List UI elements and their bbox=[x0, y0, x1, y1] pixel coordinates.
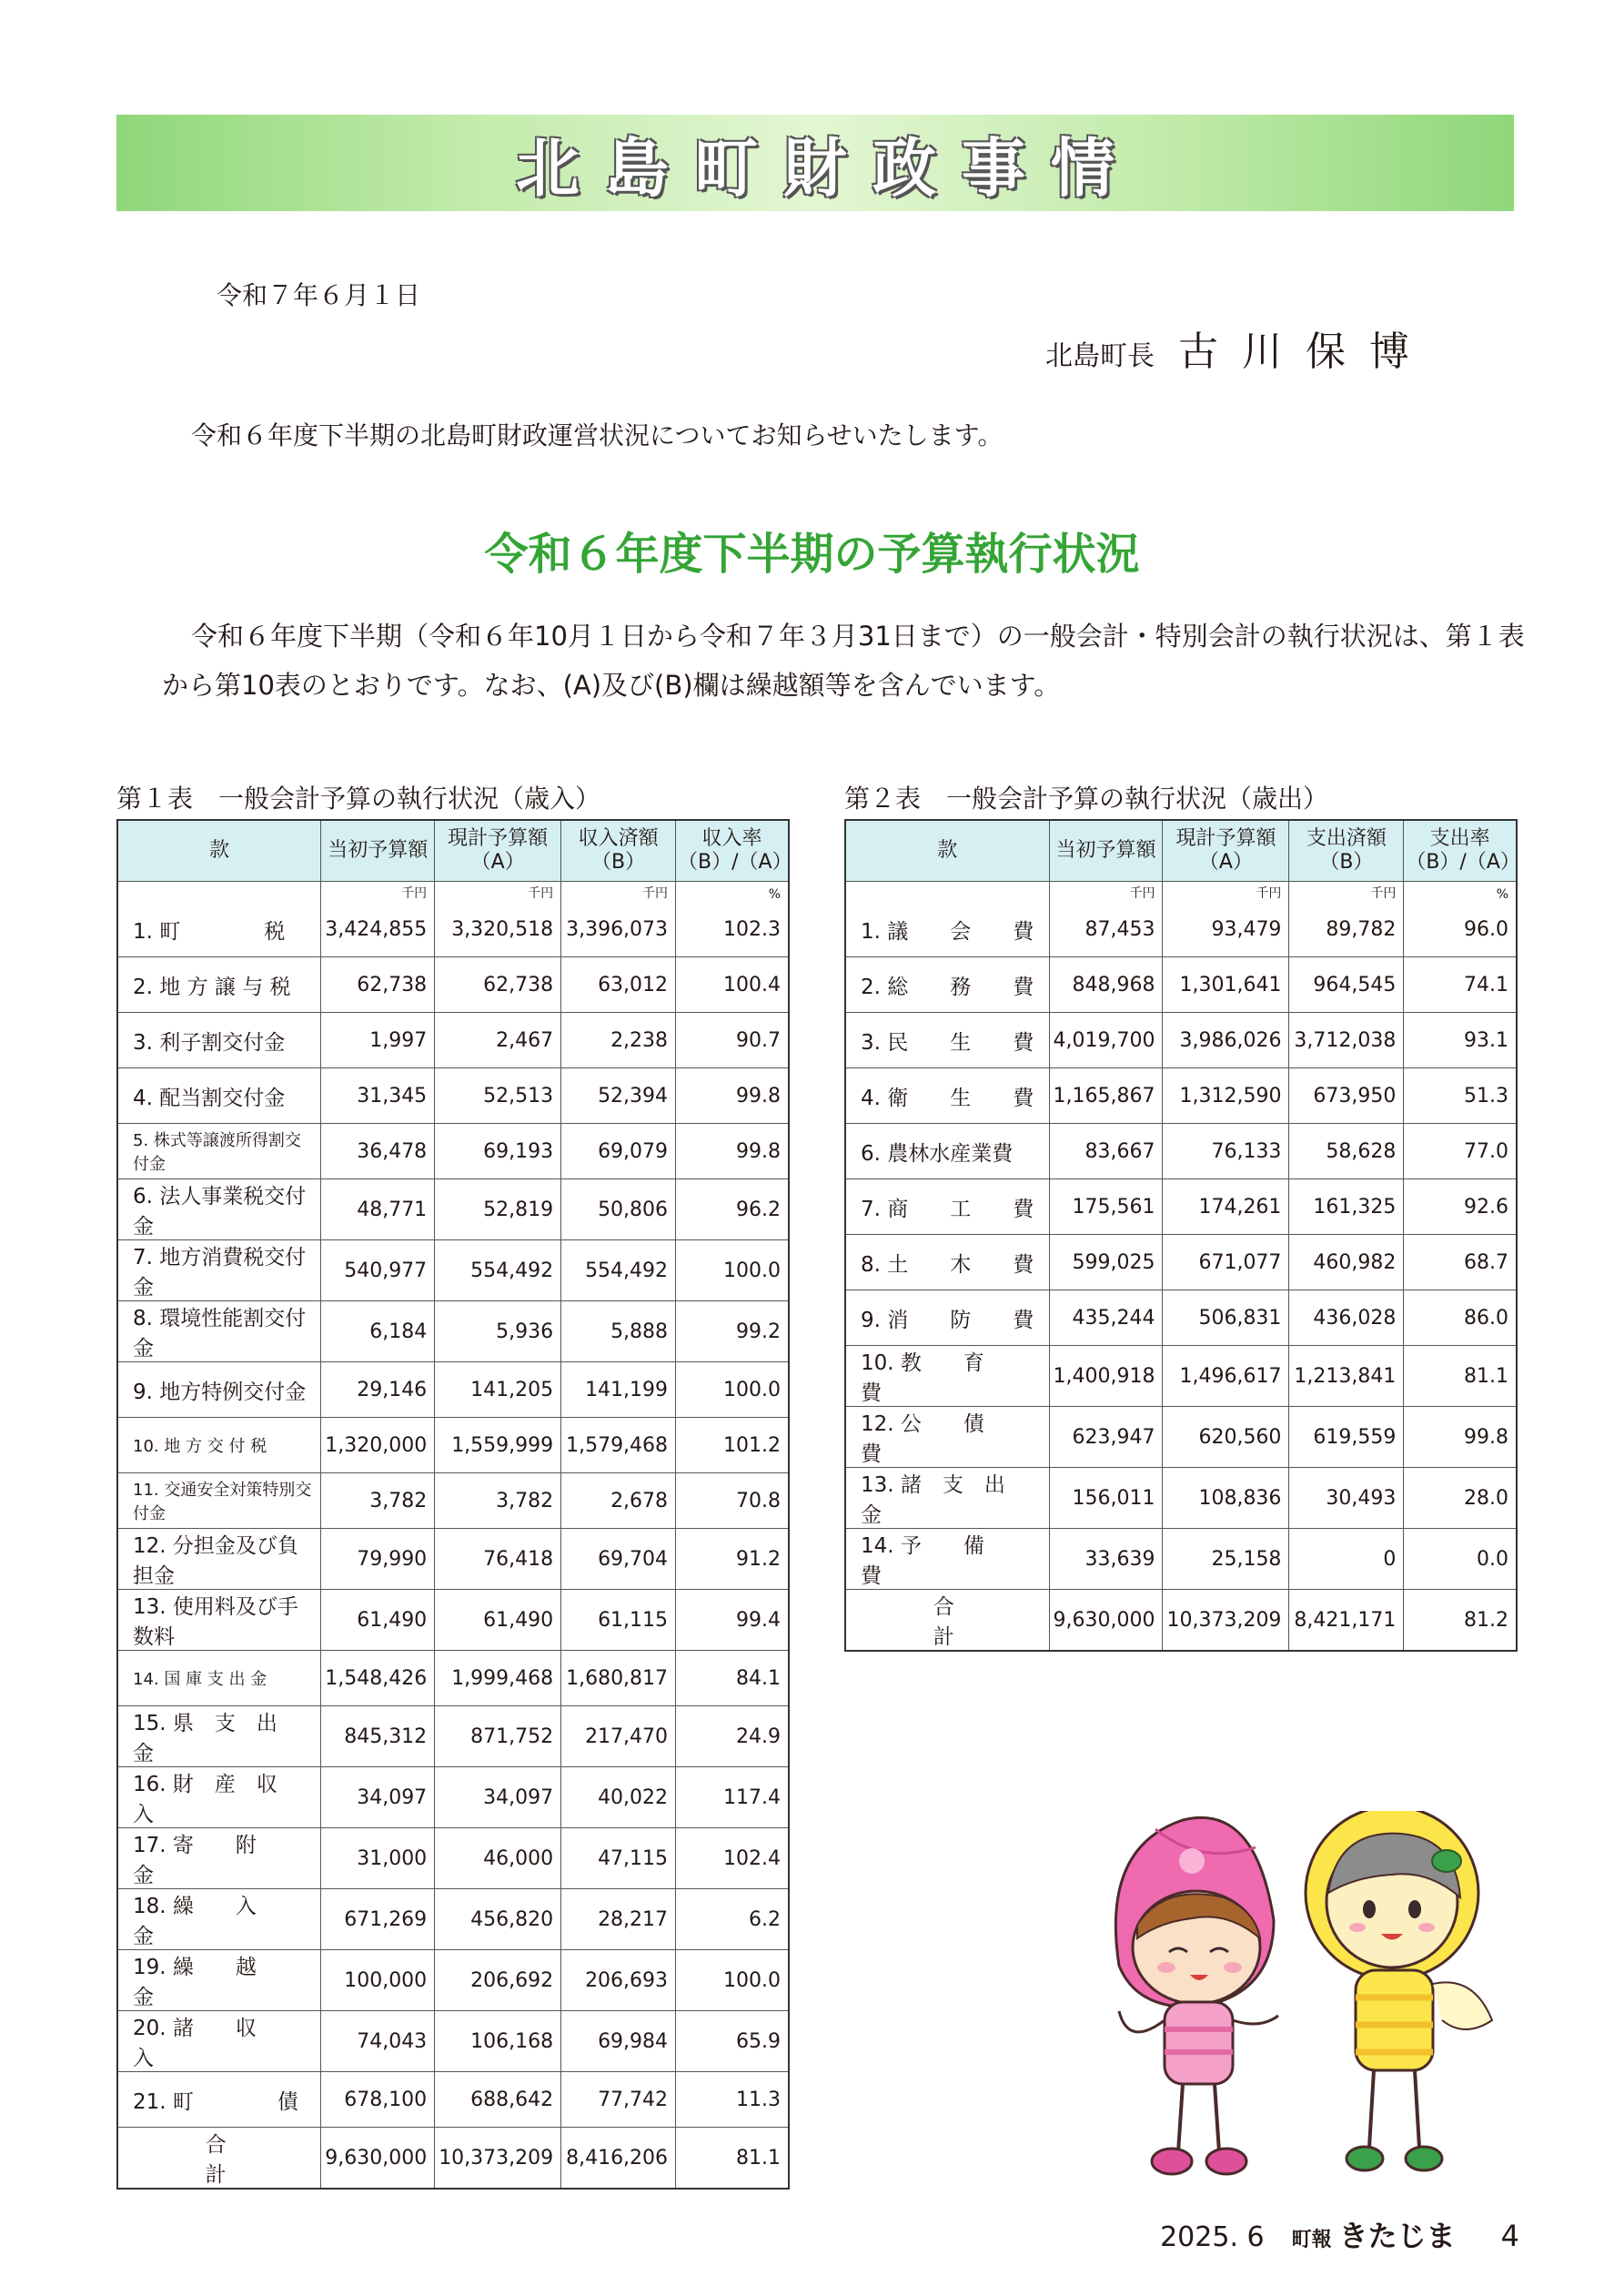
expenditure-table bbox=[844, 819, 1518, 1652]
cell-value: 3,986,026 bbox=[1163, 1013, 1289, 1068]
unit-label: 千円 bbox=[1289, 882, 1404, 903]
cell-value: 70.8 bbox=[676, 1473, 789, 1529]
cell-value: 871,752 bbox=[435, 1706, 561, 1767]
cell-value: 1,320,000 bbox=[321, 1418, 435, 1473]
column-header: 現計予算額（A） bbox=[1163, 820, 1289, 882]
cell-value: 206,693 bbox=[561, 1950, 676, 2011]
cell-value: 77,742 bbox=[561, 2072, 676, 2128]
cell-value: 2,467 bbox=[435, 1013, 561, 1068]
cell-value: 1,496,617 bbox=[1163, 1346, 1289, 1407]
cell-value: 81.1 bbox=[1404, 1346, 1517, 1407]
cell-value: 141,205 bbox=[435, 1362, 561, 1418]
table-row bbox=[845, 1529, 1517, 1590]
cell-value: 74,043 bbox=[321, 2011, 435, 2072]
cell-value: 102.4 bbox=[676, 1828, 789, 1889]
cell-value: 62,738 bbox=[435, 957, 561, 1013]
category-name: 14. 国 庫 支 出 金 bbox=[117, 1651, 321, 1706]
category-name: 6. 法人事業税交付金 bbox=[117, 1179, 321, 1240]
column-header: 収入済額（B） bbox=[561, 820, 676, 882]
table-row bbox=[117, 1590, 789, 1651]
cell-value: 1,579,468 bbox=[561, 1418, 676, 1473]
table-row bbox=[117, 1889, 789, 1950]
category-name: 17. 寄 附 金 bbox=[117, 1828, 321, 1889]
category-name: 1. 町 税 bbox=[117, 902, 321, 957]
category-name: 13. 使用料及び手数料 bbox=[117, 1590, 321, 1651]
table-row bbox=[845, 957, 1517, 1013]
cell-value: 61,490 bbox=[435, 1590, 561, 1651]
cell-value: 96.0 bbox=[1404, 902, 1517, 957]
cell-value: 31,345 bbox=[321, 1068, 435, 1124]
unit-label: 千円 bbox=[1163, 882, 1289, 903]
table-row bbox=[845, 1468, 1517, 1529]
category-name: 14. 予 備 費 bbox=[845, 1529, 1049, 1590]
cell-value: 34,097 bbox=[321, 1767, 435, 1828]
cell-value: 77.0 bbox=[1404, 1124, 1517, 1179]
cell-value: 99.2 bbox=[676, 1301, 789, 1362]
cell-value: 36,478 bbox=[321, 1124, 435, 1179]
column-header: 款 bbox=[845, 820, 1049, 882]
cell-value: 100.0 bbox=[676, 1362, 789, 1418]
total-value: 8,421,171 bbox=[1289, 1590, 1404, 1652]
total-value: 9,630,000 bbox=[321, 2128, 435, 2190]
cell-value: 69,079 bbox=[561, 1124, 676, 1179]
category-name: 3. 利子割交付金 bbox=[117, 1013, 321, 1068]
category-name: 19. 繰 越 金 bbox=[117, 1950, 321, 2011]
cell-value: 108,836 bbox=[1163, 1468, 1289, 1529]
title-banner bbox=[116, 115, 1514, 211]
cell-value: 28.0 bbox=[1404, 1468, 1517, 1529]
author-role: 北島町長 bbox=[1045, 340, 1155, 372]
unit-label: 千円 bbox=[561, 882, 676, 903]
cell-value: 58,628 bbox=[1289, 1124, 1404, 1179]
cell-value: 93,479 bbox=[1163, 902, 1289, 957]
category-name: 20. 諸 収 入 bbox=[117, 2011, 321, 2072]
cell-value: 87,453 bbox=[1049, 902, 1163, 957]
cell-value: 156,011 bbox=[1049, 1468, 1163, 1529]
cell-value: 92.6 bbox=[1404, 1179, 1517, 1235]
table-row bbox=[117, 1529, 789, 1590]
cell-value: 76,418 bbox=[435, 1529, 561, 1590]
total-label: 合計 bbox=[845, 1590, 1049, 1652]
column-header: 支出率（B）/（A） bbox=[1404, 820, 1517, 882]
cell-value: 1,312,590 bbox=[1163, 1068, 1289, 1124]
cell-value: 34,097 bbox=[435, 1767, 561, 1828]
cell-value: 554,492 bbox=[561, 1240, 676, 1301]
section-title: 令和６年度下半期の予算執行状況 bbox=[484, 529, 1140, 580]
table-row bbox=[117, 1013, 789, 1068]
cell-value: 86.0 bbox=[1404, 1290, 1517, 1346]
table-row bbox=[845, 1179, 1517, 1235]
category-name: 11. 交通安全対策特別交付金 bbox=[117, 1473, 321, 1529]
category-name: 13. 諸 支 出 金 bbox=[845, 1468, 1049, 1529]
unit-label bbox=[845, 882, 1049, 903]
cell-value: 61,115 bbox=[561, 1590, 676, 1651]
total-value: 81.2 bbox=[1404, 1590, 1517, 1652]
footer-date: 2025. 6 bbox=[1160, 2221, 1265, 2253]
total-value: 9,630,000 bbox=[1049, 1590, 1163, 1652]
cell-value: 161,325 bbox=[1289, 1179, 1404, 1235]
cell-value: 671,077 bbox=[1163, 1235, 1289, 1290]
cell-value: 40,022 bbox=[561, 1767, 676, 1828]
cell-value: 61,490 bbox=[321, 1590, 435, 1651]
author-name: 古川保博 bbox=[1178, 329, 1433, 375]
table-row bbox=[117, 1473, 789, 1529]
category-name: 2. 地 方 譲 与 税 bbox=[117, 957, 321, 1013]
cell-value: 1,301,641 bbox=[1163, 957, 1289, 1013]
table-row bbox=[845, 1290, 1517, 1346]
category-name: 1. 議 会 費 bbox=[845, 902, 1049, 957]
cell-value: 1,559,999 bbox=[435, 1418, 561, 1473]
table-row bbox=[117, 1950, 789, 2011]
cell-value: 33,639 bbox=[1049, 1529, 1163, 1590]
cell-value: 3,424,855 bbox=[321, 902, 435, 957]
cell-value: 48,771 bbox=[321, 1179, 435, 1240]
cell-value: 93.1 bbox=[1404, 1013, 1517, 1068]
unit-label bbox=[117, 882, 321, 903]
column-header: 支出済額（B） bbox=[1289, 820, 1404, 882]
revenue-table bbox=[116, 819, 790, 2190]
cell-value: 51.3 bbox=[1404, 1068, 1517, 1124]
cell-value: 52,513 bbox=[435, 1068, 561, 1124]
table-row bbox=[845, 1013, 1517, 1068]
total-value: 10,373,209 bbox=[1163, 1590, 1289, 1652]
cell-value: 30,493 bbox=[1289, 1468, 1404, 1529]
cell-value: 52,819 bbox=[435, 1179, 561, 1240]
cell-value: 90.7 bbox=[676, 1013, 789, 1068]
unit-label: 千円 bbox=[321, 882, 435, 903]
table-row bbox=[117, 1651, 789, 1706]
column-header: 当初予算額 bbox=[321, 820, 435, 882]
cell-value: 678,100 bbox=[321, 2072, 435, 2128]
cell-value: 174,261 bbox=[1163, 1179, 1289, 1235]
category-name: 4. 配当割交付金 bbox=[117, 1068, 321, 1124]
table2-caption: 第２表 一般会計予算の執行状況（歳出） bbox=[844, 784, 1329, 814]
category-name: 5. 株式等譲渡所得割交付金 bbox=[117, 1124, 321, 1179]
cell-value: 102.3 bbox=[676, 902, 789, 957]
cell-value: 6.2 bbox=[676, 1889, 789, 1950]
footer-publication-name: きたじま bbox=[1338, 2219, 1456, 2253]
category-name: 9. 地方特例交付金 bbox=[117, 1362, 321, 1418]
cell-value: 848,968 bbox=[1049, 957, 1163, 1013]
table-row bbox=[117, 1767, 789, 1828]
cell-value: 175,561 bbox=[1049, 1179, 1163, 1235]
category-name: 18. 繰 入 金 bbox=[117, 1889, 321, 1950]
total-value: 10,373,209 bbox=[435, 2128, 561, 2190]
table-row bbox=[845, 1407, 1517, 1468]
cell-value: 5,936 bbox=[435, 1301, 561, 1362]
category-name: 7. 商 工 費 bbox=[845, 1179, 1049, 1235]
cell-value: 106,168 bbox=[435, 2011, 561, 2072]
cell-value: 671,269 bbox=[321, 1889, 435, 1950]
cell-value: 29,146 bbox=[321, 1362, 435, 1418]
cell-value: 69,984 bbox=[561, 2011, 676, 2072]
sunflower-mascot-icon bbox=[1306, 1811, 1492, 2170]
cell-value: 456,820 bbox=[435, 1889, 561, 1950]
cell-value: 619,559 bbox=[1289, 1407, 1404, 1468]
cell-value: 964,545 bbox=[1289, 957, 1404, 1013]
unit-label: % bbox=[1404, 882, 1517, 903]
column-header: 款 bbox=[117, 820, 321, 882]
cell-value: 96.2 bbox=[676, 1179, 789, 1240]
cell-value: 46,000 bbox=[435, 1828, 561, 1889]
cell-value: 100,000 bbox=[321, 1950, 435, 2011]
units-row bbox=[845, 882, 1517, 903]
category-name: 2. 総 務 費 bbox=[845, 957, 1049, 1013]
cell-value: 688,642 bbox=[435, 2072, 561, 2128]
cell-value: 74.1 bbox=[1404, 957, 1517, 1013]
category-name: 15. 県 支 出 金 bbox=[117, 1706, 321, 1767]
cell-value: 673,950 bbox=[1289, 1068, 1404, 1124]
cell-value: 845,312 bbox=[321, 1706, 435, 1767]
cell-value: 11.3 bbox=[676, 2072, 789, 2128]
table-row bbox=[117, 1362, 789, 1418]
cell-value: 0 bbox=[1289, 1529, 1404, 1590]
cell-value: 100.4 bbox=[676, 957, 789, 1013]
cell-value: 0.0 bbox=[1404, 1529, 1517, 1590]
cell-value: 83,667 bbox=[1049, 1124, 1163, 1179]
cell-value: 3,320,518 bbox=[435, 902, 561, 957]
category-name: 12. 分担金及び負担金 bbox=[117, 1529, 321, 1590]
cell-value: 3,396,073 bbox=[561, 902, 676, 957]
cell-value: 599,025 bbox=[1049, 1235, 1163, 1290]
cell-value: 79,990 bbox=[321, 1529, 435, 1590]
table-row bbox=[117, 2072, 789, 2128]
category-name: 8. 環境性能割交付金 bbox=[117, 1301, 321, 1362]
cell-value: 24.9 bbox=[676, 1706, 789, 1767]
column-header: 収入率（B）/（A） bbox=[676, 820, 789, 882]
table-row bbox=[117, 1179, 789, 1240]
cell-value: 91.2 bbox=[676, 1529, 789, 1590]
cell-value: 63,012 bbox=[561, 957, 676, 1013]
table-row bbox=[117, 1068, 789, 1124]
cell-value: 69,704 bbox=[561, 1529, 676, 1590]
cell-value: 1,165,867 bbox=[1049, 1068, 1163, 1124]
cell-value: 89,782 bbox=[1289, 902, 1404, 957]
cell-value: 99.8 bbox=[676, 1124, 789, 1179]
category-name: 16. 財 産 収 入 bbox=[117, 1767, 321, 1828]
cell-value: 1,400,918 bbox=[1049, 1346, 1163, 1407]
unit-label: 千円 bbox=[435, 882, 561, 903]
cell-value: 28,217 bbox=[561, 1889, 676, 1950]
table-row bbox=[117, 1418, 789, 1473]
table-row bbox=[117, 957, 789, 1013]
table-row bbox=[117, 1828, 789, 1889]
cell-value: 3,782 bbox=[321, 1473, 435, 1529]
cell-value: 76,133 bbox=[1163, 1124, 1289, 1179]
page-title: 北島町財政事情 bbox=[516, 130, 1140, 206]
cell-value: 117.4 bbox=[676, 1767, 789, 1828]
cell-value: 206,692 bbox=[435, 1950, 561, 2011]
cell-value: 6,184 bbox=[321, 1301, 435, 1362]
table-row bbox=[117, 1124, 789, 1179]
cell-value: 436,028 bbox=[1289, 1290, 1404, 1346]
cell-value: 99.4 bbox=[676, 1590, 789, 1651]
table-header-row bbox=[845, 820, 1517, 882]
table-row bbox=[845, 902, 1517, 957]
cell-value: 84.1 bbox=[676, 1651, 789, 1706]
category-name: 12. 公 債 費 bbox=[845, 1407, 1049, 1468]
cell-value: 460,982 bbox=[1289, 1235, 1404, 1290]
unit-label: % bbox=[676, 882, 789, 903]
cell-value: 2,678 bbox=[561, 1473, 676, 1529]
cell-value: 68.7 bbox=[1404, 1235, 1517, 1290]
cell-value: 1,999,468 bbox=[435, 1651, 561, 1706]
page-number: 4 bbox=[1500, 2219, 1519, 2253]
cell-value: 65.9 bbox=[676, 2011, 789, 2072]
cell-value: 99.8 bbox=[1404, 1407, 1517, 1468]
category-name: 7. 地方消費税交付金 bbox=[117, 1240, 321, 1301]
table-row bbox=[845, 1124, 1517, 1179]
cell-value: 25,158 bbox=[1163, 1529, 1289, 1590]
total-row bbox=[845, 1590, 1517, 1652]
category-name: 21. 町 債 bbox=[117, 2072, 321, 2128]
column-header: 現計予算額（A） bbox=[435, 820, 561, 882]
cell-value: 4,019,700 bbox=[1049, 1013, 1163, 1068]
category-name: 8. 土 木 費 bbox=[845, 1235, 1049, 1290]
issue-date: 令和７年６月１日 bbox=[217, 280, 421, 310]
cell-value: 31,000 bbox=[321, 1828, 435, 1889]
total-value: 8,416,206 bbox=[561, 2128, 676, 2190]
cell-value: 506,831 bbox=[1163, 1290, 1289, 1346]
cell-value: 99.8 bbox=[676, 1068, 789, 1124]
cell-value: 217,470 bbox=[561, 1706, 676, 1767]
author-line bbox=[1045, 319, 1433, 377]
cell-value: 435,244 bbox=[1049, 1290, 1163, 1346]
table-row bbox=[117, 1706, 789, 1767]
category-name: 4. 衛 生 費 bbox=[845, 1068, 1049, 1124]
cell-value: 62,738 bbox=[321, 957, 435, 1013]
tulip-mascot-icon bbox=[1115, 1817, 1278, 2174]
cell-value: 1,680,817 bbox=[561, 1651, 676, 1706]
category-name: 10. 教 育 費 bbox=[845, 1346, 1049, 1407]
total-row bbox=[117, 2128, 789, 2190]
category-name: 9. 消 防 費 bbox=[845, 1290, 1049, 1346]
cell-value: 100.0 bbox=[676, 1240, 789, 1301]
cell-value: 554,492 bbox=[435, 1240, 561, 1301]
cell-value: 1,997 bbox=[321, 1013, 435, 1068]
total-value: 81.1 bbox=[676, 2128, 789, 2190]
category-name: 6. 農林水産業費 bbox=[845, 1124, 1049, 1179]
cell-value: 47,115 bbox=[561, 1828, 676, 1889]
cell-value: 69,193 bbox=[435, 1124, 561, 1179]
cell-value: 1,548,426 bbox=[321, 1651, 435, 1706]
intro-text: 令和６年度下半期の北島町財政運営状況についてお知らせいたします。 bbox=[191, 420, 1004, 450]
footer-publication-prefix: 町報 bbox=[1291, 2229, 1332, 2251]
table-row bbox=[845, 1235, 1517, 1290]
cell-value: 620,560 bbox=[1163, 1407, 1289, 1468]
table-row bbox=[117, 1301, 789, 1362]
cell-value: 2,238 bbox=[561, 1013, 676, 1068]
units-row bbox=[117, 882, 789, 903]
unit-label: 千円 bbox=[1049, 882, 1163, 903]
cell-value: 52,394 bbox=[561, 1068, 676, 1124]
table1-caption: 第１表 一般会計予算の執行状況（歳入） bbox=[116, 784, 601, 814]
category-name: 10. 地 方 交 付 税 bbox=[117, 1418, 321, 1473]
cell-value: 1,213,841 bbox=[1289, 1346, 1404, 1407]
mascot-illustration bbox=[1064, 1811, 1519, 2193]
cell-value: 50,806 bbox=[561, 1179, 676, 1240]
cell-value: 540,977 bbox=[321, 1240, 435, 1301]
table-row bbox=[117, 1240, 789, 1301]
table-row bbox=[845, 1068, 1517, 1124]
table-row bbox=[845, 1346, 1517, 1407]
body-text: 令和６年度下半期（令和６年10月１日から令和７年３月31日まで）の一般会計・特別会計の執行状況は、第１表から第10表のとおりです。なお、(A)及び(B)欄は繰越額等を含んでいます。 bbox=[162, 621, 1525, 701]
cell-value: 5,888 bbox=[561, 1301, 676, 1362]
total-label: 合計 bbox=[117, 2128, 321, 2190]
cell-value: 3,782 bbox=[435, 1473, 561, 1529]
cell-value: 101.2 bbox=[676, 1418, 789, 1473]
cell-value: 141,199 bbox=[561, 1362, 676, 1418]
column-header: 当初予算額 bbox=[1049, 820, 1163, 882]
category-name: 3. 民 生 費 bbox=[845, 1013, 1049, 1068]
cell-value: 623,947 bbox=[1049, 1407, 1163, 1468]
table-row bbox=[117, 902, 789, 957]
cell-value: 100.0 bbox=[676, 1950, 789, 2011]
table-row bbox=[117, 2011, 789, 2072]
page-footer bbox=[1160, 2213, 1519, 2255]
table-header-row bbox=[117, 820, 789, 882]
cell-value: 3,712,038 bbox=[1289, 1013, 1404, 1068]
